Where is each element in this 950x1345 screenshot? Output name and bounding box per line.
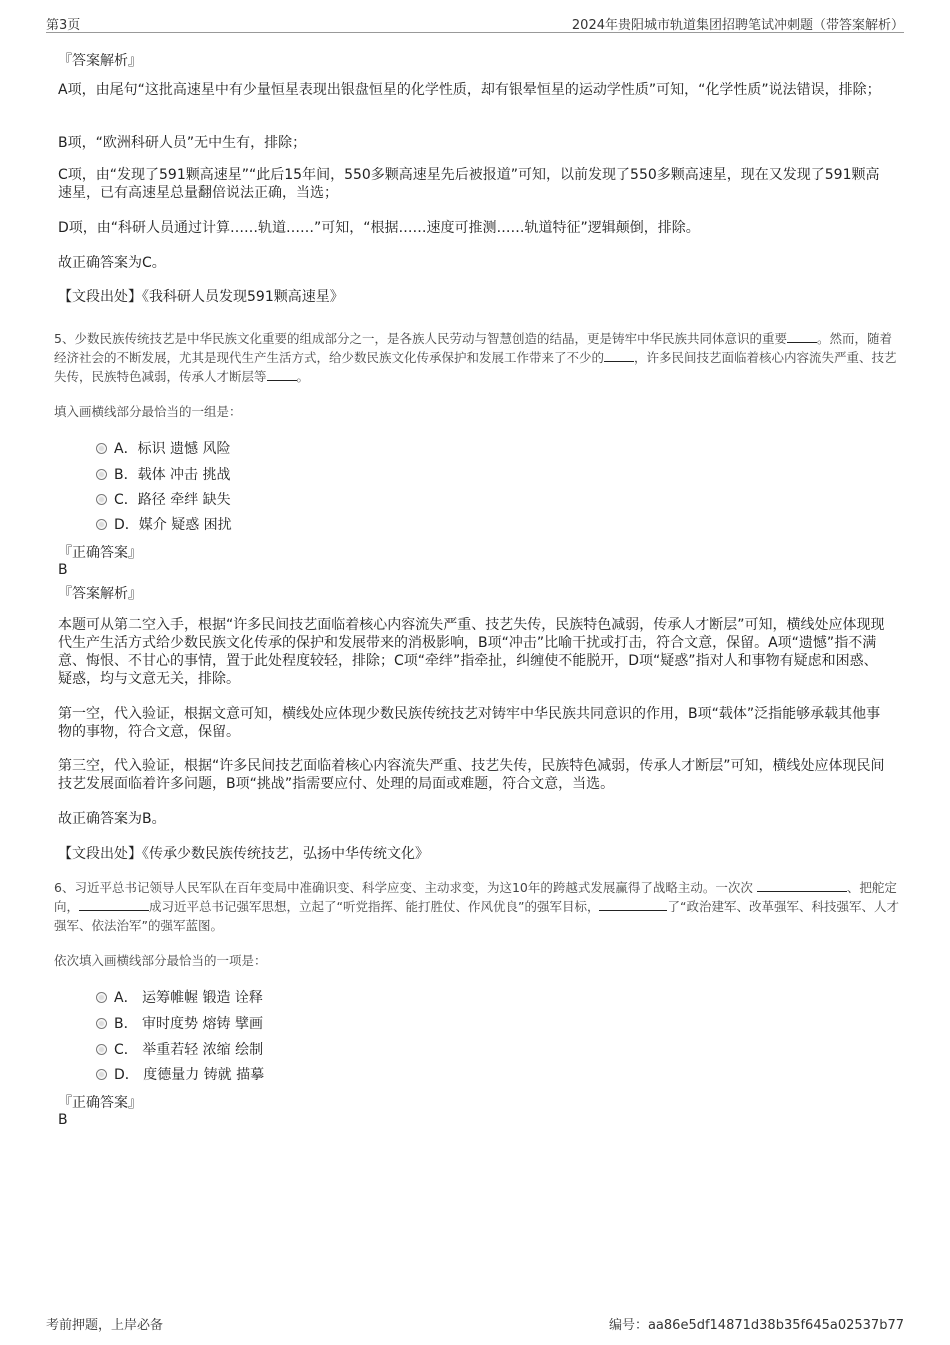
document-id: 编号：aa86e5df14871d38b35f645a02537b77 xyxy=(608,1318,904,1333)
blank xyxy=(599,897,667,911)
stem-text: 5、少数民族传统技艺是中华民族文化重要的组成部分之一，是各族人民劳动与智慧创造的结晶，更是铸牢中华民族共同体意识的重要 xyxy=(54,331,787,346)
option-label: D． 度德量力 铸就 描摹 xyxy=(114,1067,265,1083)
option-label: C．路径 牵绊 缺失 xyxy=(114,492,231,508)
radio-icon[interactable] xyxy=(96,1044,107,1055)
analysis-paragraph: 本题可从第二空入手，根据“许多民间技艺面临着核心内容流失严重、技艺失传，民族特色减弱，传承人才断层”可知，横线处应体现现代生产生活方式给少数民族文化传承的保护和发展带来的消极影响，B项“冲击”比喻干扰或打击，符合文意，保留。A项“遗憾”指不满意、悔恨、不甘心的事情，置于此处程度较轻，排除；C项“牵绊”指牵扯，纠缠使不能脱开，D项“疑惑”指对人和事物有疑虑和困惑、疑惑，均与文意无关，排除。 xyxy=(58,617,885,687)
source-citation: 【文段出处】《传承少数民族传统技艺，弘扬中华传统文化》 xyxy=(58,846,429,862)
option-b[interactable] xyxy=(96,464,231,482)
radio-icon[interactable] xyxy=(96,1018,107,1029)
answer-value: B xyxy=(58,1112,68,1128)
answer-value: B xyxy=(58,562,68,578)
analysis-paragraph: 第一空，代入验证，根据文意可知，横线处应体现少数民族传统技艺对铸牢中华民族共同意识的作用，B项“载体”泛指能够承载其他事物的事物，符合文意，保留。 xyxy=(58,706,881,740)
stem-text: 了“政治建军、改革强军、科技强军、人才强军、依法治军”的强军蓝图。 xyxy=(54,899,899,933)
option-d[interactable] xyxy=(96,1064,264,1082)
option-label: C． 举重若轻 浓缩 绘制 xyxy=(114,1042,264,1058)
analysis-paragraph: C项，由“发现了591颗高速星”“此后15年间，550多颗高速星先后被报道”可知，以前发现了550多颗高速星，现在又发现了591颗高速星，已有高速星总量翻倍说法正确，当选； xyxy=(58,167,880,201)
radio-icon[interactable] xyxy=(96,519,107,530)
blank xyxy=(79,897,149,911)
analysis-paragraph: A项，由尾句“这批高速星中有少量恒星表现出银盘恒星的化学性质，却有银晕恒星的运动学性质”可知，“化学性质”说法错误，排除； xyxy=(58,82,881,98)
stem-text: ，许多民间技艺面临着核心内容流失严重、技艺失传，民族特色减弱，传承人才断层等 xyxy=(54,350,897,384)
conclusion: 故正确答案为B。 xyxy=(58,811,166,827)
stem-text: 、把舵定向， xyxy=(54,880,897,914)
question-prompt: 依次填入画横线部分最恰当的一项是： xyxy=(54,953,267,968)
radio-icon[interactable] xyxy=(96,1069,107,1080)
radio-icon[interactable] xyxy=(96,992,107,1003)
blank xyxy=(787,329,817,343)
source-citation: 【文段出处】《我科研人员发现591颗高速星》 xyxy=(58,289,344,305)
radio-icon[interactable] xyxy=(96,443,107,454)
option-label: B．载体 冲击 挑战 xyxy=(114,467,231,483)
page-footer xyxy=(46,1310,904,1333)
stem-text: 成习近平总书记强军思想，立起了“听党指挥、能打胜仗、作风优良”的强军目标， xyxy=(149,899,600,914)
question-5-stem xyxy=(54,329,900,386)
option-a[interactable] xyxy=(96,987,263,1005)
option-label: A． 运筹帷幄 锻造 诠释 xyxy=(114,990,263,1006)
option-b[interactable] xyxy=(96,1013,263,1031)
page-header xyxy=(46,12,904,33)
footer-slogan: 考前押题，上岸必备 xyxy=(46,1318,164,1333)
analysis-paragraph: 第三空，代入验证，根据“许多民间技艺面临着核心内容流失严重、技艺失传，民族特色减弱，传承人才断层”可知，横线处应体现民间技艺发展面临着许多问题，B项“挑战”指需要应付、处理的局面或难题，符合文意，当选。 xyxy=(58,758,885,792)
answer-label: 『正确答案』 xyxy=(58,545,142,561)
analysis-paragraph: D项，由“科研人员通过计算……轨道……”可知，“根据……速度可推测……轨道特征”逻辑颠倒，排除。 xyxy=(58,220,700,236)
stem-text: 6、习近平总书记领导人民军队在百年变局中准确识变、科学应变、主动求变，为这10年的跨越式发展赢得了战略主动。一次次 xyxy=(54,880,753,895)
question-prompt: 填入画横线部分最恰当的一组是： xyxy=(54,404,242,419)
radio-icon[interactable] xyxy=(96,469,107,480)
analysis-label: 『答案解析』 xyxy=(58,586,142,602)
analysis-paragraph: B项，“欧洲科研人员”无中生有，排除； xyxy=(58,135,307,151)
analysis-label: 『答案解析』 xyxy=(58,53,142,69)
option-label: D．媒介 疑惑 困扰 xyxy=(114,517,232,533)
page-number: 第3页 xyxy=(46,18,81,33)
conclusion: 故正确答案为C。 xyxy=(58,255,166,271)
blank xyxy=(757,878,847,892)
answer-label: 『正确答案』 xyxy=(58,1095,142,1111)
option-d[interactable] xyxy=(96,514,232,532)
option-c[interactable] xyxy=(96,1039,263,1057)
stem-text: 。然而，随着经济社会的不断发展，尤其是现代生产生活方式，给少数民族文化传承保护和发展工作带来了不少的 xyxy=(54,331,892,365)
option-label: A．标识 遗憾 风险 xyxy=(114,441,231,457)
question-6-stem xyxy=(54,878,900,935)
option-label: B． 审时度势 熔铸 擘画 xyxy=(114,1016,263,1032)
blank xyxy=(604,348,634,362)
document-title: 2024年贵阳城市轨道集团招聘笔试冲刺题（带答案解析） xyxy=(571,18,904,33)
option-a[interactable] xyxy=(96,438,230,456)
blank xyxy=(267,367,297,381)
stem-text: 。 xyxy=(296,369,310,384)
option-c[interactable] xyxy=(96,489,231,507)
radio-icon[interactable] xyxy=(96,494,107,505)
